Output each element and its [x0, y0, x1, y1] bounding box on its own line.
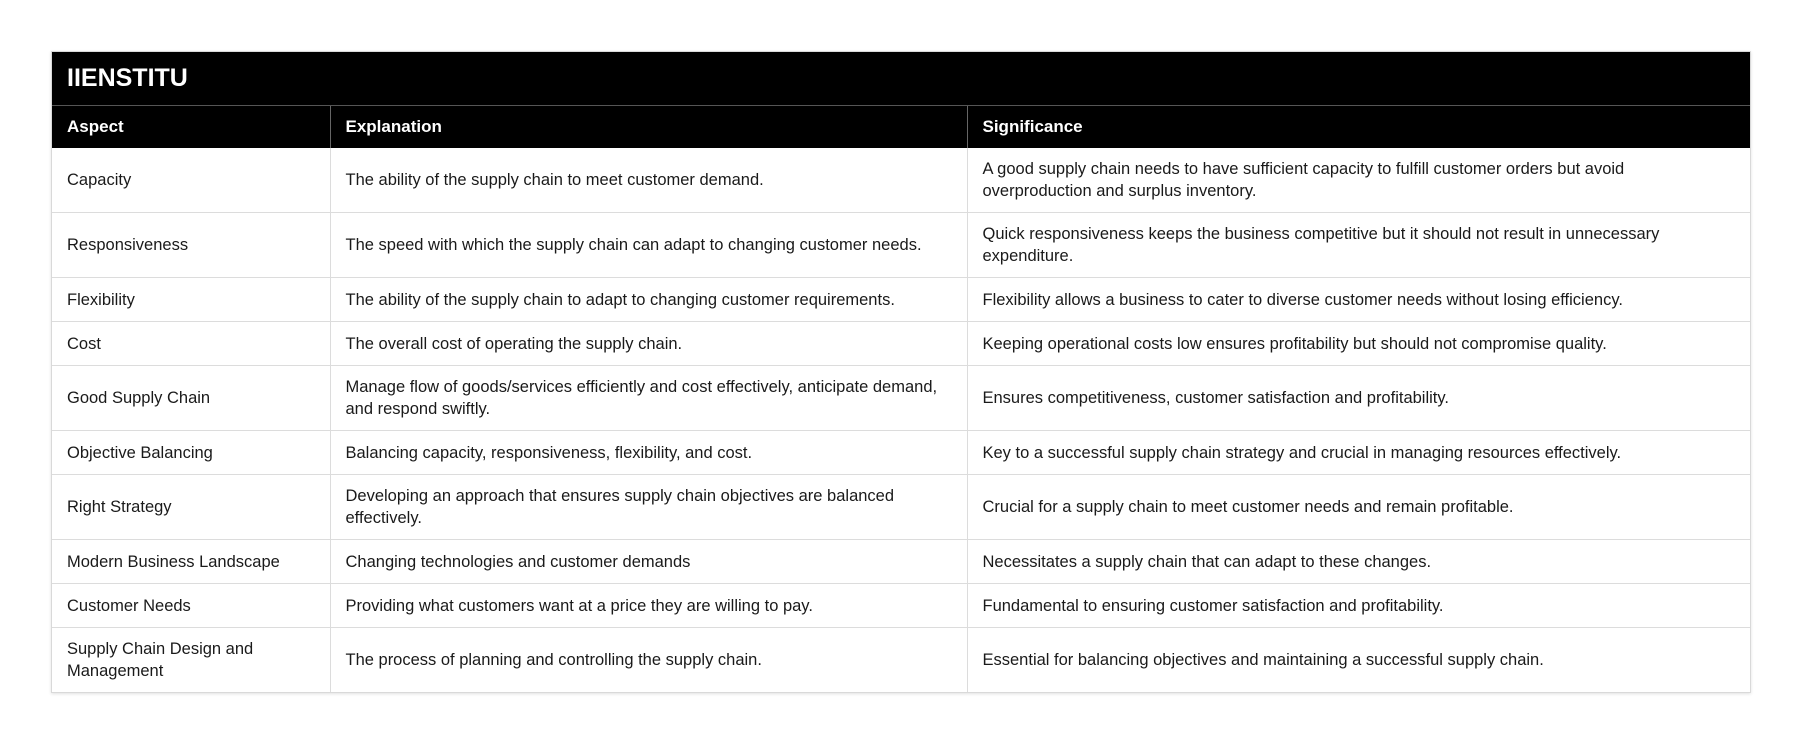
aspect-cell: Right Strategy [52, 475, 330, 540]
significance-cell: Crucial for a supply chain to meet customer needs and remain profitable. [967, 475, 1750, 540]
significance-cell: Fundamental to ensuring customer satisfaction and profitability. [967, 584, 1750, 628]
content-table-container [51, 51, 1751, 693]
aspect-cell: Customer Needs [52, 584, 330, 628]
supply-chain-aspects-table [52, 52, 1750, 692]
aspect-cell: Capacity [52, 148, 330, 213]
explanation-cell: The overall cost of operating the supply chain. [330, 322, 967, 366]
aspect-cell: Flexibility [52, 278, 330, 322]
table-title-row [52, 52, 1750, 106]
table-row [52, 475, 1750, 540]
significance-cell: Essential for balancing objectives and maintaining a successful supply chain. [982, 651, 1544, 669]
aspect-cell: Objective Balancing [52, 431, 330, 475]
table-row [52, 366, 1750, 431]
aspect-cell: Cost [52, 322, 330, 366]
significance-cell: Quick responsiveness keeps the business competitive but it should not result in unnecessary expenditure. [967, 213, 1750, 278]
explanation-cell: Developing an approach that ensures supply chain objectives are balanced effectively. [330, 475, 967, 540]
table-row [52, 322, 1750, 366]
explanation-cell: The speed with which the supply chain can adapt to changing customer needs. [330, 213, 967, 278]
table-header-row [52, 106, 1750, 149]
column-header-significance: Significance [967, 106, 1750, 149]
explanation-cell: Manage flow of goods/services efficiently and cost effectively, anticipate demand, and respond swiftly. [330, 366, 967, 431]
aspect-cell: Modern Business Landscape [52, 540, 330, 584]
table-row [52, 278, 1750, 322]
table-row [52, 628, 1750, 693]
table-row [52, 540, 1750, 584]
significance-cell: Keeping operational costs low ensures profitability but should not compromise quality. [967, 322, 1750, 366]
explanation-cell: The process of planning and controlling the supply chain. [330, 628, 967, 693]
aspect-cell: Good Supply Chain [52, 366, 330, 431]
table-row [52, 213, 1750, 278]
aspect-cell: Supply Chain Design and Management [52, 628, 330, 693]
column-header-aspect: Aspect [52, 106, 330, 149]
significance-cell: Ensures competitiveness, customer satisfaction and profitability. [967, 366, 1750, 431]
significance-cell: Necessitates a supply chain that can adapt to these changes. [967, 540, 1750, 584]
explanation-cell: The ability of the supply chain to adapt to changing customer requirements. [330, 278, 967, 322]
explanation-cell: Balancing capacity, responsiveness, flexibility, and cost. [330, 431, 967, 475]
column-header-explanation: Explanation [330, 106, 967, 149]
table-title: IIENSTITU [52, 52, 1750, 106]
table-row [52, 431, 1750, 475]
explanation-cell: Providing what customers want at a price they are willing to pay. [330, 584, 967, 628]
table-row [52, 584, 1750, 628]
significance-cell: Key to a successful supply chain strategy and crucial in managing resources effectively. [967, 431, 1750, 475]
explanation-cell: Changing technologies and customer demands [330, 540, 967, 584]
significance-cell: A good supply chain needs to have sufficient capacity to fulfill customer orders but avoid overproduction and surplus inventory. [967, 148, 1750, 213]
significance-cell: Flexibility allows a business to cater to diverse customer needs without losing efficiency. [967, 278, 1750, 322]
explanation-cell: The ability of the supply chain to meet customer demand. [330, 148, 967, 213]
table-row [52, 148, 1750, 213]
aspect-cell: Responsiveness [52, 213, 330, 278]
